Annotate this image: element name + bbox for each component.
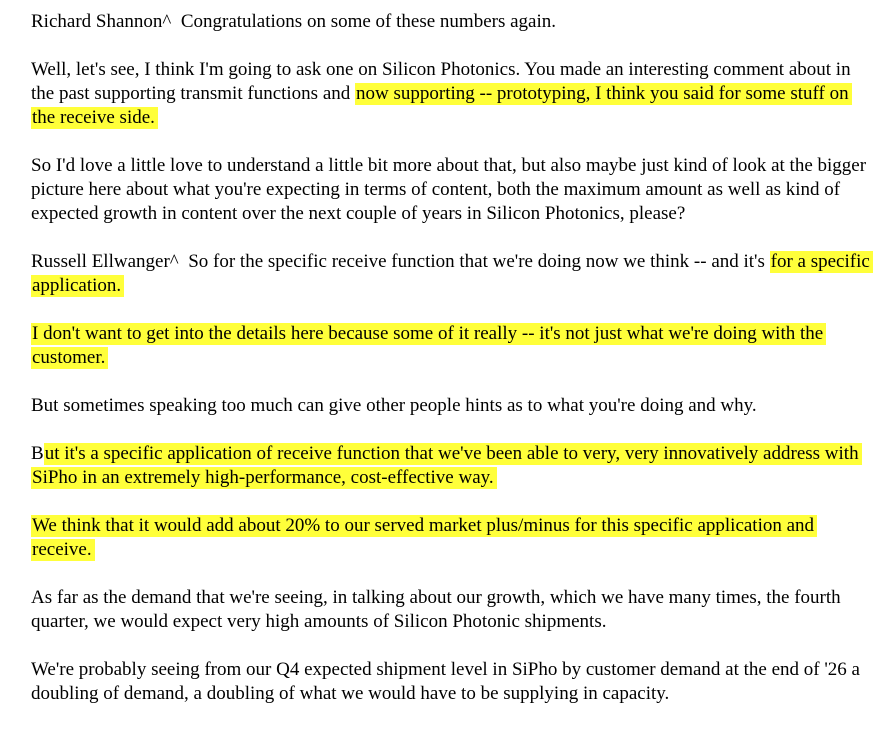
- highlighted-text: We think that it would add about 20% to our served market plus/minus for this specific application and receive.: [31, 515, 817, 561]
- highlighted-text: ut it's a specific application of receive function that we've been able to very, very innovatively address with SiPho in an extremely high-performance, cost-effective way.: [31, 443, 862, 489]
- paragraph-text: We're probably seeing from our Q4 expected shipment level in SiPho by customer demand at the end of '26 a doubling of demand, a doubling of what we would have to be supplying in capacity.: [31, 659, 860, 704]
- paragraph-text: But sometimes speaking too much can give other people hints as to what you're doing and why.: [31, 395, 757, 416]
- paragraph-text: So I'd love a little love to understand a little bit more about that, but also maybe just kind of look at the bigger picture here about what you're expecting in terms of content, both the maximum amount as well as kind of expected growth in content over the next couple of years in Silicon Photonics, please?: [31, 155, 867, 224]
- transcript-paragraph: [31, 10, 871, 34]
- transcript-paragraph: [31, 586, 871, 634]
- speaker-name: Russell Ellwanger^: [31, 251, 179, 272]
- speaker-name: Richard Shannon^: [31, 11, 172, 32]
- transcript-paragraph: [31, 658, 871, 706]
- transcript-paragraph: [31, 514, 871, 562]
- paragraph-text: Well, let's see, I think I'm going to ask one on Silicon Photonics. You made an interesting comment about in the past supporting transmit functions and: [31, 59, 851, 104]
- transcript-paragraph: [31, 250, 871, 298]
- paragraph-text: So for the specific receive function that we're doing now we think -- and it's: [188, 251, 770, 272]
- highlighted-text: I don't want to get into the details here because some of it really -- it's not just what we're doing with the customer.: [31, 323, 826, 369]
- transcript-paragraph: [31, 442, 871, 490]
- transcript-document: [31, 10, 871, 706]
- highlighted-text: for a specific application.: [31, 251, 873, 297]
- paragraph-text: Congratulations on some of these numbers again.: [180, 11, 556, 32]
- paragraph-text: B: [31, 443, 44, 464]
- transcript-paragraph: [31, 394, 871, 418]
- paragraph-text: As far as the demand that we're seeing, in talking about our growth, which we have many times, the fourth quarter, we would expect very high amounts of Silicon Photonic shipments.: [31, 587, 841, 632]
- highlighted-text: now supporting -- prototyping, I think you said for some stuff on the receive side.: [31, 83, 852, 129]
- transcript-paragraph: [31, 322, 871, 370]
- transcript-paragraph: [31, 58, 871, 130]
- transcript-paragraph: [31, 154, 871, 226]
